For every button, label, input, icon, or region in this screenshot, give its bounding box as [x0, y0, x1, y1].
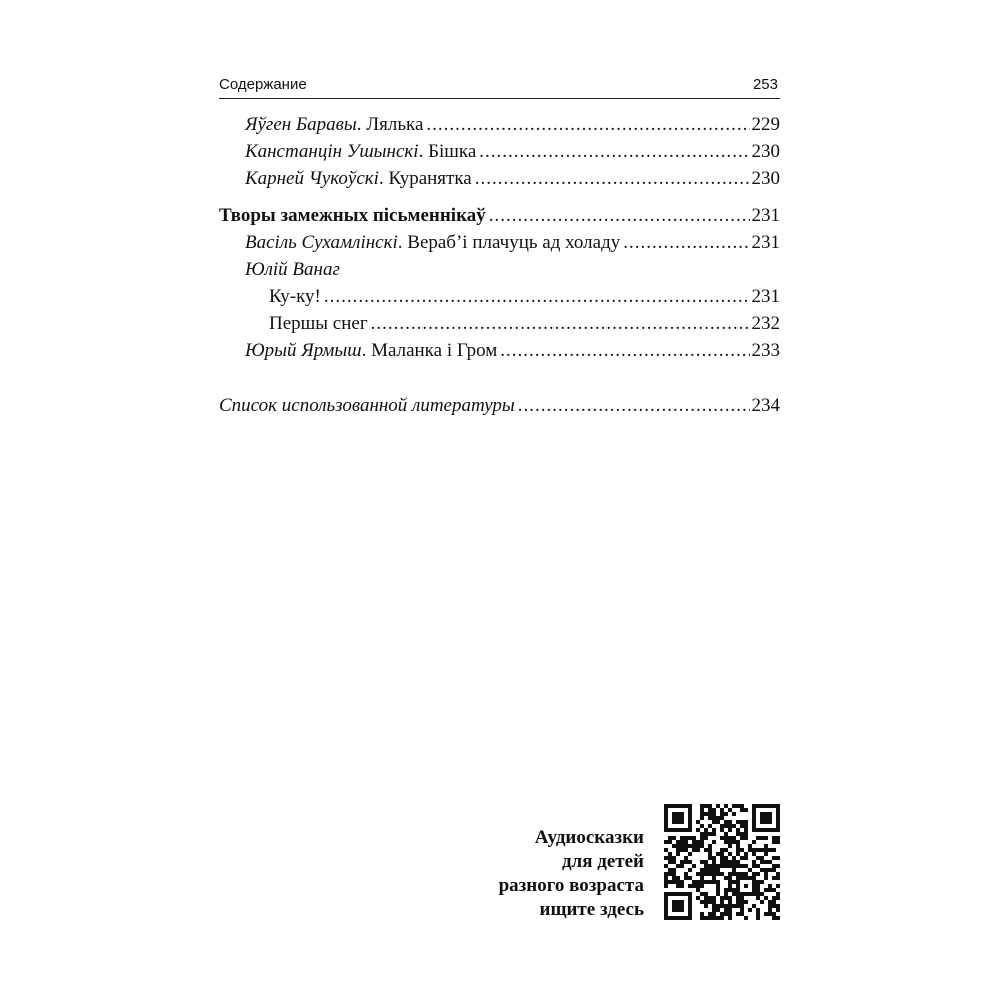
toc-entry-title: Лялька [366, 114, 424, 135]
toc-entry-author: Яўген Баравы [245, 114, 357, 135]
toc-entry-separator: . [418, 141, 429, 162]
dot-leader [479, 139, 749, 165]
toc-entry-title: Куранятка [388, 168, 472, 189]
dot-leader [623, 230, 749, 256]
toc-entry-author: Юрый Ярмыш [245, 340, 362, 361]
toc-entry-page: 230 [751, 141, 780, 162]
dot-leader [324, 284, 750, 310]
toc-author-heading [219, 257, 780, 283]
toc-entry-label [245, 257, 340, 283]
toc-entry[interactable] [219, 139, 780, 165]
dot-leader [500, 338, 749, 364]
toc-entry-separator: . [356, 114, 367, 135]
toc-entry-author: Карней Чукоўскі [245, 168, 379, 189]
toc-entry-label [245, 338, 497, 364]
audio-tales-promo [499, 826, 644, 922]
toc-entry-page: 231 [751, 286, 780, 307]
toc-entry-label [245, 230, 620, 256]
promo-line: Аудиосказки [534, 827, 644, 848]
toc-entry[interactable] [219, 311, 780, 337]
promo-line: для детей [561, 851, 644, 872]
toc-section-title: Творы замежных пісьменнікаў [219, 205, 486, 226]
qr-code-icon[interactable] [664, 804, 780, 920]
toc-entry-author: Васіль Сухамлінскі [245, 232, 398, 253]
toc-entry-page: 231 [751, 232, 780, 253]
toc-entry-title: Першы снег [269, 313, 368, 334]
running-header [219, 72, 780, 99]
toc-entry[interactable] [219, 338, 780, 364]
header-title: Содержание [219, 76, 307, 93]
toc-section[interactable] [219, 203, 780, 229]
dot-leader [475, 166, 750, 192]
toc-entry-author: Канстанцін Ушынскі [245, 141, 419, 162]
toc-entry-page: 229 [751, 114, 780, 135]
toc-entry-title: Маланка і Гром [371, 340, 498, 361]
header-page-number: 253 [752, 76, 778, 93]
toc-entry-title: Список использованной литературы [219, 395, 515, 416]
dot-leader [518, 393, 750, 419]
toc-entry-bibliography[interactable] [219, 393, 780, 419]
toc-entry-title: Вераб’і плачуць ад холаду [407, 232, 621, 253]
toc-entry-separator: . [378, 168, 389, 189]
toc-entry-label [245, 139, 476, 165]
toc-entry[interactable] [219, 166, 780, 192]
dot-leader [489, 203, 750, 229]
promo-line: разного возраста [498, 875, 644, 896]
toc-section-page: 231 [751, 205, 780, 226]
promo-line: ищите здесь [539, 899, 644, 920]
toc-entry-page: 234 [751, 395, 780, 416]
toc-entry-page: 230 [751, 168, 780, 189]
toc-entry[interactable] [219, 112, 780, 138]
toc-entry-page: 233 [751, 340, 780, 361]
toc-entry-title: Ку-ку! [269, 286, 321, 307]
toc-entry-author: Юлій Ванаг [245, 259, 340, 280]
toc-entry-separator: . [397, 232, 408, 253]
dot-leader [371, 311, 750, 337]
toc-entry-title: Бішка [428, 141, 477, 162]
toc-entry-label [245, 166, 472, 192]
toc-entry[interactable] [219, 230, 780, 256]
toc-entry-page: 232 [751, 313, 780, 334]
toc-entry[interactable] [219, 284, 780, 310]
toc-entry-separator: . [361, 340, 372, 361]
toc-entry-label [245, 112, 423, 138]
dot-leader [426, 112, 749, 138]
